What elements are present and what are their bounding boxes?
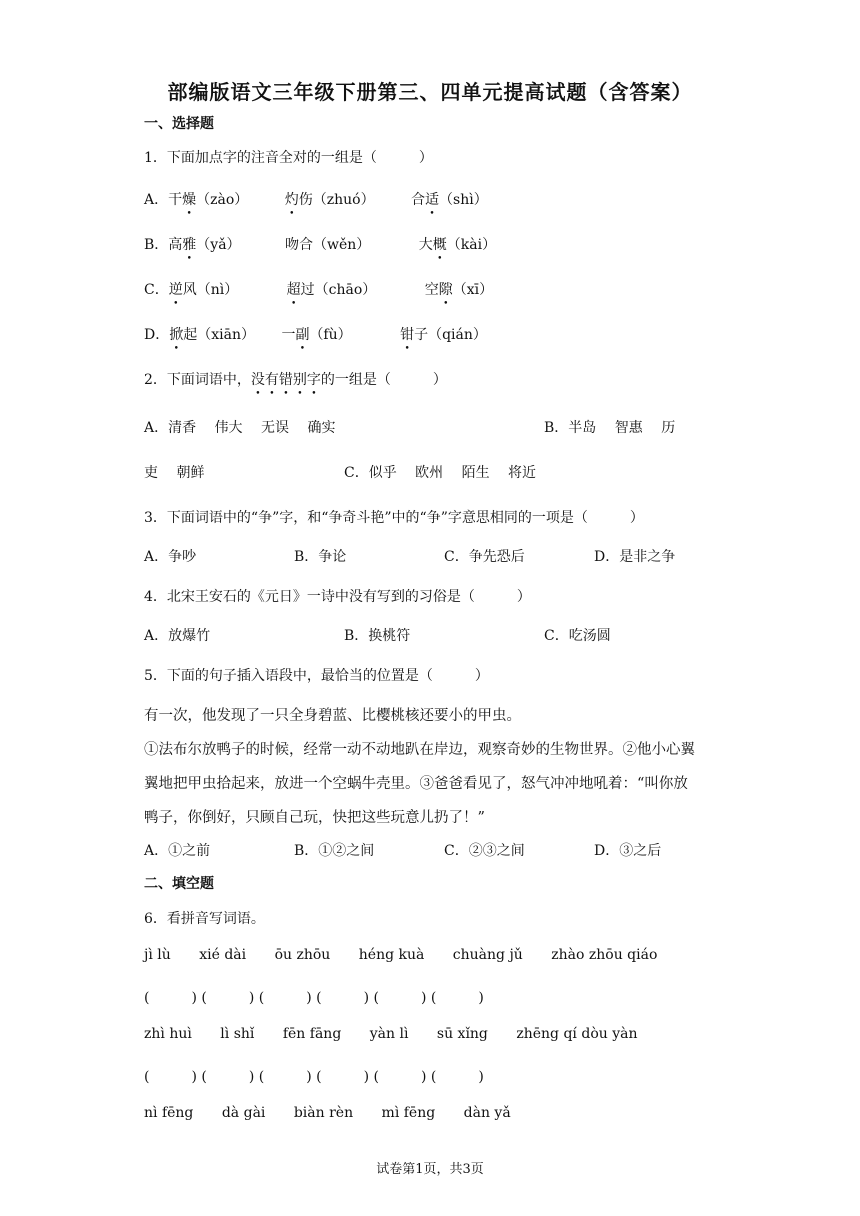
question-4-option-a: A．放爆竹	[144, 628, 211, 644]
question-5-option-c: C．②③之间	[444, 843, 525, 859]
question-5-option-b: B．①②之间	[294, 843, 375, 859]
question-3-option-b: B．争论	[294, 549, 347, 565]
pinyin-item: fēn fāng	[282, 1026, 342, 1042]
pinyin-row-2	[144, 1026, 638, 1042]
pinyin-item: zhēng qí dòu yàn	[516, 1026, 638, 1042]
pinyin-item: zhì huì	[144, 1026, 192, 1042]
question-3-option-c: C．争先恐后	[444, 549, 525, 565]
question-2-option-a: A．清香 伟大 无误 确实	[144, 420, 336, 436]
section-heading-fill: 二、填空题	[144, 876, 214, 892]
question-3-option-a: A．争吵	[144, 549, 197, 565]
page-footer: 试卷第1页，共3页	[376, 1162, 484, 1177]
question-1-option-a: A．干燥（zào） 灼伤（zhuó） 合适（shì）	[144, 192, 488, 208]
pinyin-item: biàn rèn	[293, 1105, 354, 1121]
question-2-stem: 2．下面词语中，没有错别字的一组是（ ）	[144, 372, 447, 388]
question-1-stem: 1．下面加点字的注音全对的一组是（ ）	[144, 150, 433, 166]
question-5-paragraph-line-2: 翼地把甲虫拾起来，放进一个空蜗牛壳里。③爸爸看见了，怒气冲冲地吼着：“叫你放	[144, 776, 688, 792]
question-6-stem: 6．看拼音写词语。	[144, 911, 265, 927]
pinyin-item: zhào zhōu qiáo	[551, 947, 658, 963]
question-2-option-b: B．半岛 智惠 历	[544, 420, 676, 436]
pinyin-item: sū xǐng	[436, 1026, 488, 1042]
question-5-option-d: D．③之后	[594, 843, 662, 859]
question-3-option-d: D．是非之争	[594, 549, 676, 565]
question-3-stem: 3．下面词语中的“争”字，和“争奇斗艳”中的“争”字意思相同的一项是（ ）	[144, 510, 644, 526]
question-5-paragraph-line-3: 鸭子，你倒好，只顾自己玩，快把这些玩意儿扔了！”	[144, 810, 485, 826]
question-5-sentence: 有一次，他发现了一只全身碧蓝、比樱桃核还要小的甲虫。	[144, 708, 521, 724]
pinyin-item: xié dài	[199, 947, 247, 963]
answer-blanks-row-1[interactable]: ( ) ( ) ( ) ( ) ( ) ( )	[144, 990, 484, 1006]
pinyin-row-1	[144, 947, 657, 963]
question-5-option-a: A．①之前	[144, 843, 211, 859]
question-1-option-b: B．高雅（yǎ） 吻合（wěn） 大概（kài）	[144, 237, 497, 253]
question-4-option-b: B．换桃符	[344, 628, 411, 644]
pinyin-item: chuàng jǔ	[452, 947, 523, 963]
question-2-option-c: C．似乎 欧州 陌生 将近	[344, 465, 537, 481]
question-5-paragraph-line-1: ①法布尔放鸭子的时候，经常一动不动地趴在岸边，观察奇妙的生物世界。②他小心翼	[144, 742, 695, 758]
pinyin-row-3	[144, 1105, 511, 1121]
pinyin-item: dàn yǎ	[463, 1105, 511, 1121]
pinyin-item: héng kuà	[358, 947, 425, 963]
question-4-stem: 4．北宋王安石的《元日》一诗中没有写到的习俗是（ ）	[144, 589, 531, 605]
pinyin-item: mì fēng	[381, 1105, 436, 1121]
question-4-option-c: C．吃汤圆	[544, 628, 611, 644]
pinyin-item: ōu zhōu	[274, 947, 331, 963]
question-1-option-d: D．掀起（xiān） 一副（fù） 钳子（qián）	[144, 327, 487, 343]
pinyin-item: nì fēng	[144, 1105, 194, 1121]
pinyin-item: lì shǐ	[220, 1026, 255, 1042]
question-1-option-c: C．逆风（nì） 超过（chāo） 空隙（xī）	[144, 282, 494, 298]
pinyin-item: yàn lì	[369, 1026, 409, 1042]
question-2-option-b-cont: 吏 朝鲜	[144, 465, 205, 481]
section-heading-choice: 一、选择题	[144, 116, 214, 132]
question-5-stem: 5．下面的句子插入语段中，最恰当的位置是（ ）	[144, 668, 489, 684]
page-title: 部编版语文三年级下册第三、四单元提高试题（含答案）	[167, 80, 693, 104]
pinyin-item: jì lù	[144, 947, 171, 963]
pinyin-item: dà gài	[221, 1105, 266, 1121]
answer-blanks-row-2[interactable]: ( ) ( ) ( ) ( ) ( ) ( )	[144, 1069, 484, 1085]
